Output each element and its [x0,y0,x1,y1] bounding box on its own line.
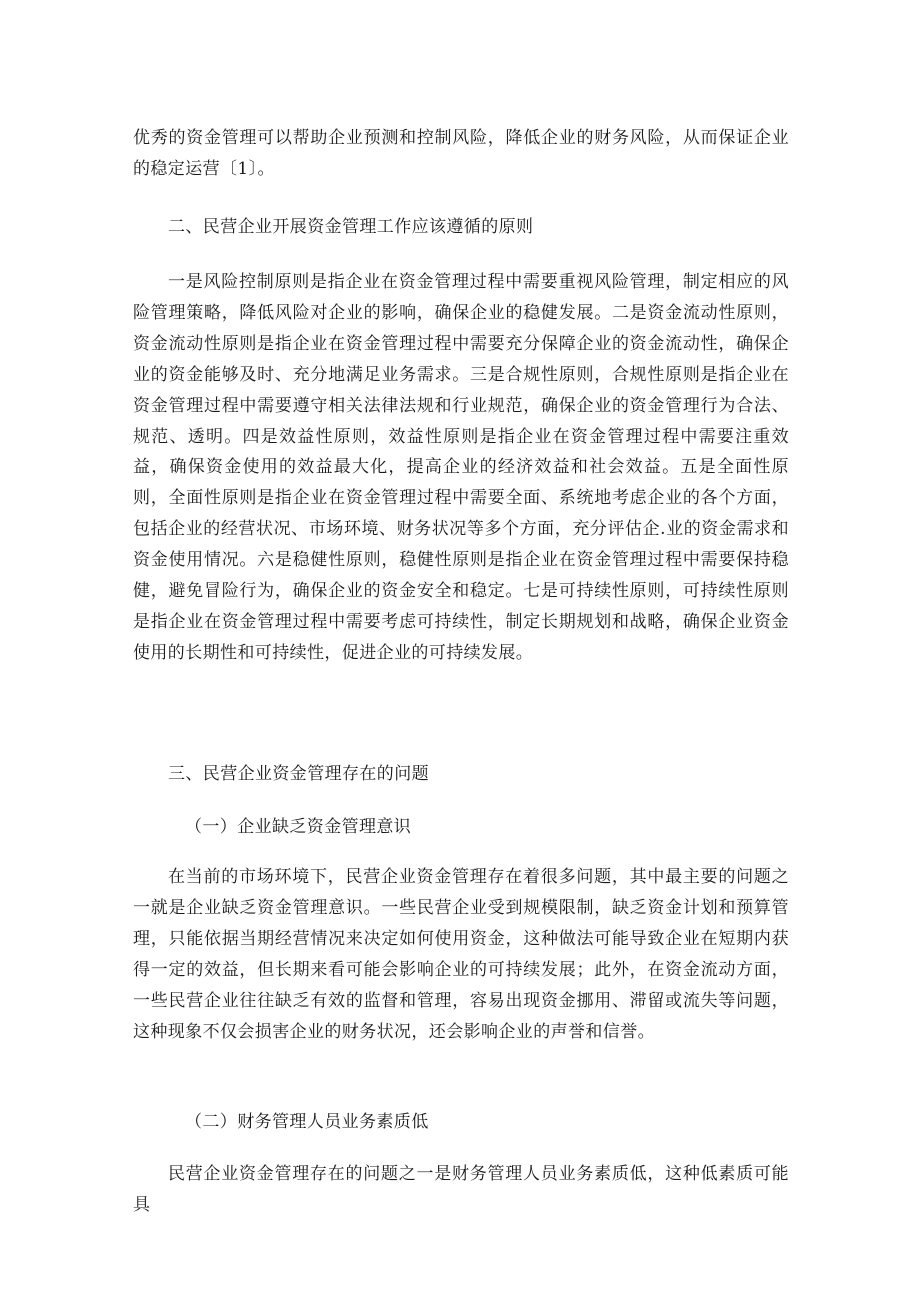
section-heading-3: 三、民营企业资金管理存在的问题 [168,764,429,784]
subsection-1-paragraph: 在当前的市场环境下，民营企业资金管理存在着很多问题，其中最主要的问题之一就是企业缺乏资金管理意识。一些民营企业受到规模限制，缺乏资金计划和预算管理，只能依据当期经营情况来决定如何使用资金，这种做法可能导致企业在短期内获得一定的效益，但长期来看可能会影响企业的可持续发展；此外，在资金流动方面，一些民营企业往往缺乏有效的监督和管理，容易出现资金挪用、滞留或流失等问题，这种现象不仅会损害企业的财务状况，还会影响企业的声誉和信誉。 [133,867,789,1042]
subsection-heading-2: （二）财务管理人员业务素质低 [185,1112,429,1132]
section-heading-2: 二、民营企业开展资金管理工作应该遵循的原则 [168,217,534,237]
continued-paragraph: 优秀的资金管理可以帮助企业预测和控制风险，降低企业的财务风险，从而保证企业的稳定运营〔1〕。 [133,128,789,179]
subsection-heading-1: （一）企业缺乏资金管理意识 [185,817,412,837]
subsection-2-paragraph-start: 民营企业资金管理存在的问题之一是财务管理人员业务素质低，这种低素质可能具 [133,1164,789,1215]
section-2-paragraph: 一是风险控制原则是指企业在资金管理过程中需要重视风险管理，制定相应的风险管理策略，降低风险对企业的影响，确保企业的稳健发展。二是资金流动性原则，资金流动性原则是指企业在资金管理过程中需要充分保障企业的资金流动性，确保企业的资金能够及时、充分地满足业务需求。三是合规性原则，合规性原则是指企业在资金管理过程中需要遵守相关法律法规和行业规范，确保企业的资金管理行为合法、规范、透明。四是效益性原则，效益性原则是指企业在资金管理过程中需要注重效益，确保资金使用的效益最大化，提高企业的经济效益和社会效益。五是全面性原则，全面性原则是指企业在资金管理过程中需要全面、系统地考虑企业的各个方面，包括企业的经营状况、市场环境、财务状况等多个方面，充分评估企.业的资金需求和资金使用情况。六是稳健性原则，稳健性原则是指企业在资金管理过程中需要保持稳健，避免冒险行为，确保企业的资金安全和稳定。七是可持续性原则，可持续性原则是指企业在资金管理过程中需要考虑可持续性，制定长期规划和战略，确保企业资金使用的长期性和可持续性，促进企业的可持续发展。 [133,272,789,663]
